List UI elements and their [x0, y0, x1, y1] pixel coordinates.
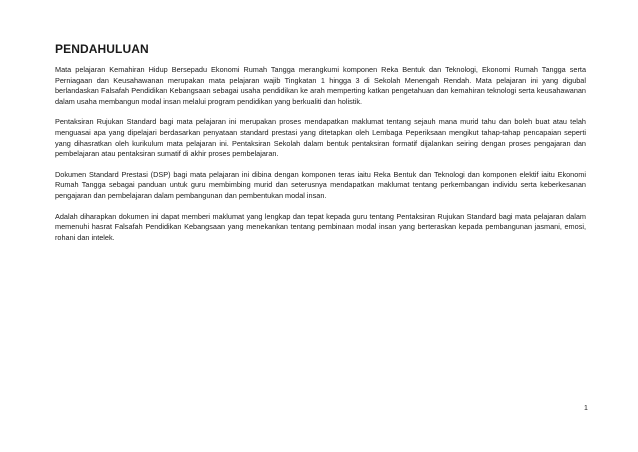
- paragraph-4: Adalah diharapkan dokumen ini dapat memberi maklumat yang lengkap dan tepat kepada guru tentang Pentaksiran Rujukan Standard bagi mata pelajaran dalam memenuhi hasrat Falsafah Pendidikan Kebangsaan yang menekankan tentang pembinaan modal insan yang berteraskan kepada pembangunan jasmani, emosi, rohani dan intelek.: [55, 211, 586, 242]
- paragraph-3: Dokumen Standard Prestasi (DSP) bagi mata pelajaran ini dibina dengan komponen teras iaitu Reka Bentuk dan Teknologi dan komponen elektif iaitu Ekonomi Rumah Tangga sebagai panduan untuk guru membimbing murid dan seterusnya mendapatkan maklumat tentang perkembangan individu serta keberkesanan pengajaran dan pembelajaran dalam pembangunan dan pembentukan modal insan.: [55, 169, 586, 200]
- section-title: PENDAHULUAN: [55, 42, 149, 56]
- paragraph-2: Pentaksiran Rujukan Standard bagi mata pelajaran ini merupakan proses mendapatkan maklumat tentang sejauh mana murid tahu dan boleh buat atau telah menguasai apa yang dipelajari berdasarkan penyataan standard prestasi yang ditetapkan oleh Lembaga Peperiksaan mengikut tahap-tahap pencapaian seperti yang dihasratkan oleh kurikulum mata pelajaran ini. Pentaksiran Sekolah dalam bentuk pentaksiran formatif dijalankan seiring dengan proses pengajaran dan pembelajaran atau pentaksiran sumatif di akhir proses pembelajaran.: [55, 117, 586, 159]
- page-number: 1: [584, 405, 588, 412]
- paragraph-1: Mata pelajaran Kemahiran Hidup Bersepadu Ekonomi Rumah Tangga merangkumi komponen Reka Bentuk dan Teknologi, Ekonomi Rumah Tangga serta Perniagaan dan Keusahawanan merupakan mata pelajaran wajib Tingkatan 1 hingga 3 di Sekolah Menengah Rendah. Mata pelajaran ini yang digubal berlandaskan Falsafah Pendidikan Kebangsaan sebagai usaha pendidikan ke arah memperting katkan pengetahuan dan kemahiran teknologi serta keusahawanan dalam usaha membangun modal insan melalui program pendidikan yang berkualiti dan holistik.: [55, 65, 586, 106]
